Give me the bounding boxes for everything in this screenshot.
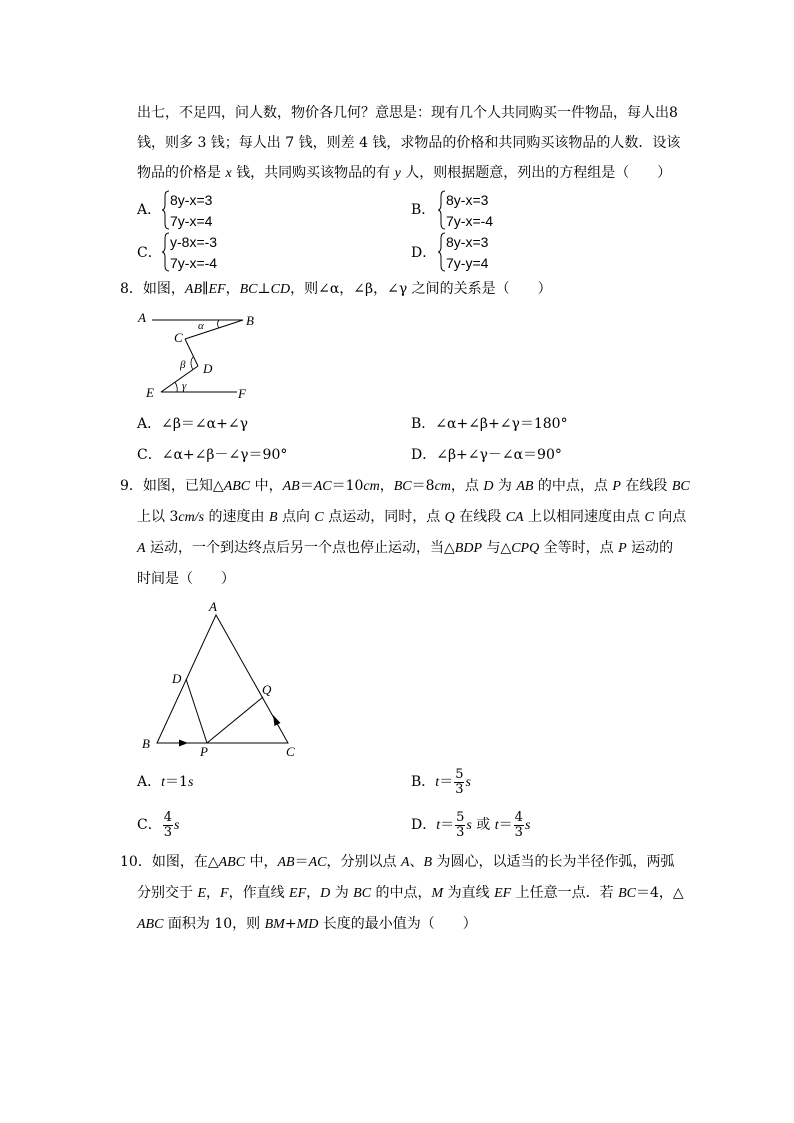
brace-icon	[438, 232, 446, 272]
equation-1: 8y-x=3	[170, 192, 213, 208]
segment-dp	[186, 679, 207, 743]
angle-gamma-arc	[175, 382, 177, 392]
option-label: D．	[411, 245, 437, 261]
equation-1: 8y-x=3	[446, 192, 489, 208]
brace-icon	[438, 190, 446, 230]
q7-option-c-system	[162, 232, 282, 272]
label-c: C	[174, 330, 183, 345]
q7-option-a[interactable]	[137, 200, 161, 220]
q8-stem: 8．如图，AB∥EF，BC⊥CD，则∠α，∠β，∠γ 之间的关系是（ ）	[120, 281, 552, 297]
q8-option-c[interactable]: C．∠α+∠β－∠γ＝90°	[137, 447, 288, 463]
fraction: $\frac{5}{3}$	[455, 766, 464, 797]
label-gamma: γ	[182, 380, 187, 392]
label-e: E	[146, 385, 154, 400]
arrow-up-left-icon	[273, 715, 281, 726]
q9-line-3: A 运动，一个到达终点后另一个点也停止运动，当△BDP 与△CPQ 全等时，点 P 运动的	[137, 540, 674, 556]
label-alpha: α	[198, 320, 204, 332]
fraction: $\frac{5}{3}$	[456, 809, 465, 840]
label-a: A	[138, 310, 146, 325]
equation-1: 8y-x=3	[446, 234, 489, 250]
q7-option-d[interactable]	[411, 243, 436, 263]
q9-line-1: 9．如图，已知△ABC 中，AB＝AC＝10cm，BC＝8cm，点 D 为 AB 的中点，点 P 在线段 BC	[120, 478, 690, 494]
label-q: Q	[262, 682, 272, 697]
option-label: C．	[137, 245, 162, 261]
fraction: $\frac{4}{3}$	[163, 809, 172, 840]
q7-line-1: 出七，不足四，问人数，物价各几何？意思是：现有几个人共同购买一件物品，每人出8	[137, 105, 678, 121]
q7-option-d-system	[438, 232, 558, 272]
q10-line-3: ABC 面积为 10，则 BM+MD 长度的最小值为（ ）	[137, 916, 477, 932]
q9-line-4: 时间是（ ）	[137, 571, 235, 587]
equation-2: 7y-x=-4	[170, 255, 218, 271]
q7-option-b-system	[438, 190, 558, 230]
segment-bc	[185, 320, 243, 339]
segment-cd	[185, 339, 198, 366]
angle-alpha-arc	[218, 320, 220, 328]
equation-1: y-8x=-3	[170, 234, 218, 250]
q8-option-d[interactable]: D．∠β+∠γ－∠α＝90°	[411, 447, 562, 463]
q9-option-d[interactable]: D．t＝ $\frac{5}{3}$ s 或 t＝ $\frac{4}{3}$ s	[411, 809, 531, 840]
q8-option-b[interactable]: B．∠α+∠β+∠γ＝180°	[411, 416, 568, 432]
angle-beta-arc	[191, 357, 193, 370]
equation-2: 7y-y=4	[446, 255, 489, 271]
q9-option-b[interactable]: B．t＝ $\frac{5}{3}$ s	[411, 766, 471, 797]
label-beta: β	[180, 359, 186, 371]
label-c: C	[286, 744, 295, 759]
segment-pq	[207, 697, 263, 743]
q7-option-c[interactable]	[137, 243, 162, 263]
equation-2: 7y-x=4	[170, 213, 213, 229]
q7-line-3: 物品的价格是 x 钱，共同购买该物品的有 y 人，则根据题意，列出的方程组是（ ）	[137, 165, 672, 181]
brace-icon	[162, 232, 170, 272]
fraction: $\frac{4}{3}$	[514, 809, 523, 840]
q9-option-a[interactable]: A．t＝1s	[137, 774, 194, 790]
q7-line-2: 钱，则多 3 钱；每人出 7 钱，则差 4 钱，求物品的价格和共同购买该物品的人数．设该	[137, 135, 681, 151]
arrow-right-icon	[179, 740, 188, 747]
equation-2: 7y-x=-4	[446, 213, 494, 229]
q10-line-1: 10．如图，在△ABC 中，AB＝AC，分别以点 A、B 为圆心，以适当的长为半径作弧，两弧	[120, 854, 675, 870]
option-label: B．	[411, 202, 436, 218]
label-d: D	[203, 361, 213, 376]
q9-figure	[135, 595, 310, 765]
q8-option-a[interactable]: A．∠β＝∠α+∠γ	[137, 416, 248, 432]
label-a: A	[209, 599, 217, 614]
q9-line-2: 上以 3cm/s 的速度由 B 点向 C 点运动，同时，点 Q 在线段 CA 上以相同速度由点 C 向点	[137, 509, 687, 525]
label-b: B	[246, 313, 254, 328]
label-b: B	[142, 736, 150, 751]
option-label: A．	[137, 202, 162, 218]
q8-figure	[135, 305, 265, 405]
label-p: P	[200, 744, 208, 759]
q7-option-a-system	[162, 190, 282, 230]
brace-icon	[162, 190, 170, 230]
label-d: D	[172, 671, 182, 686]
q9-option-c[interactable]: C． $\frac{4}{3}$ s	[137, 809, 180, 840]
q7-option-b[interactable]	[411, 200, 435, 220]
q10-line-2: 分别交于 E，F，作直线 EF，D 为 BC 的中点，M 为直线 EF 上任意一点．若 BC＝4，△	[137, 885, 684, 901]
label-f: F	[238, 386, 246, 401]
